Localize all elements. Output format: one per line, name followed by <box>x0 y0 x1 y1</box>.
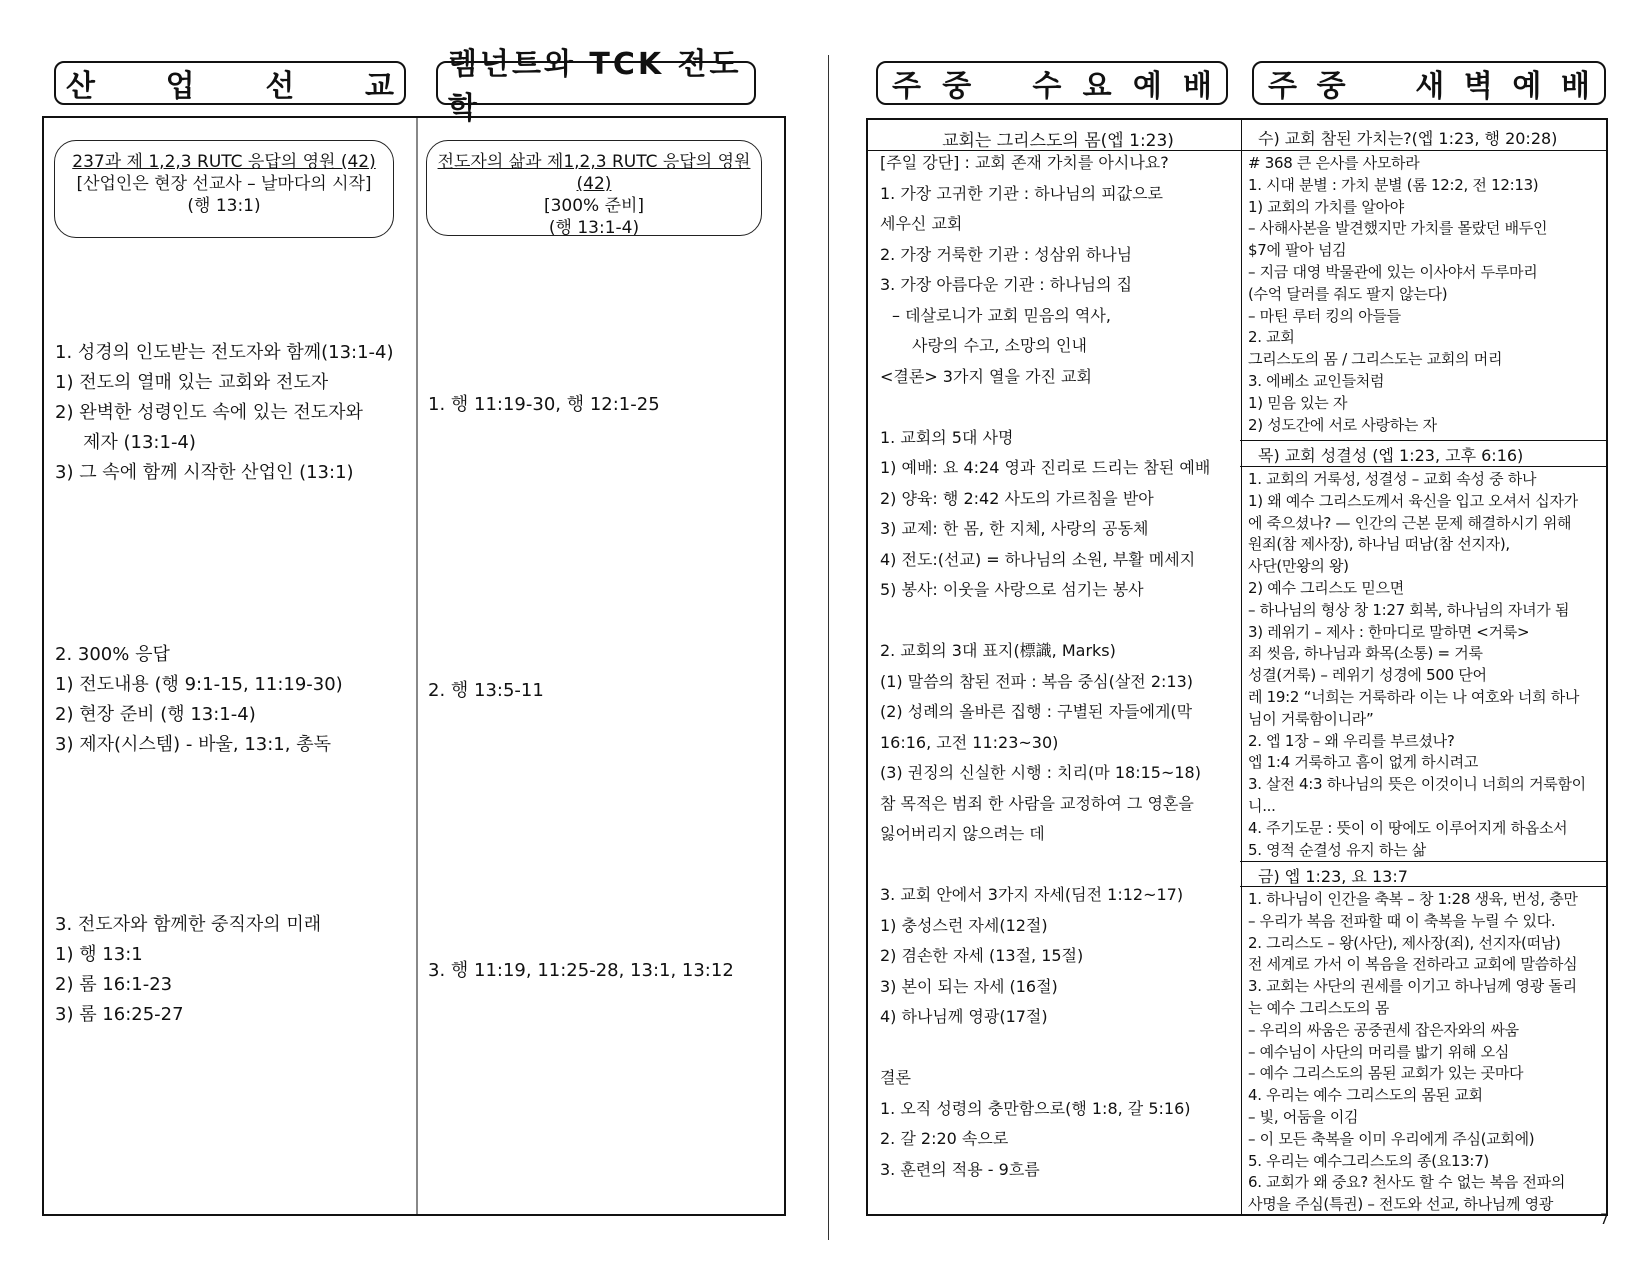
header-char: 교 <box>365 69 394 104</box>
header-char: 새 <box>1415 69 1445 104</box>
note-line: 2. 교회의 3대 표지(標識, Marks) <box>880 641 1116 660</box>
lesson-box-remnant <box>426 140 762 236</box>
note-line: 에 죽으셨나? — 인간의 근본 문제 해결하시기 위해 <box>1248 513 1572 532</box>
note-line: 엡 1:4 거룩하고 흠이 없게 하시려고 <box>1248 753 1479 772</box>
note-line: 2) 성도간에 서로 사랑하는 자 <box>1248 415 1437 434</box>
section-line: 1) 전도의 열매 있는 교회와 전도자 <box>55 372 329 393</box>
note-line: 5) 봉사: 이웃을 사랑으로 섬기는 봉사 <box>880 580 1144 599</box>
box-subtitle: [300% 준비] <box>543 196 645 216</box>
note-line: 1) 예배: 요 4:24 영과 진리로 드리는 참된 예배 <box>880 458 1211 477</box>
note-line: 사명을 주심(특권) – 전도와 선교, 하나님께 영광 <box>1248 1195 1554 1214</box>
note-line: 3) 본이 되는 자세 (16절) <box>880 976 1058 996</box>
header-char: 중 <box>942 69 972 104</box>
note-line: – 우리가 복음 전파할 때 이 축복을 누릴 수 있다. <box>1248 911 1556 930</box>
header-char: 주 <box>892 69 921 104</box>
header-wednesday-service <box>876 61 1228 105</box>
note-line: – 사해사본을 발견했지만 가치를 몰랐던 배두인 <box>1248 219 1548 238</box>
note-line: 4) 전도:(선교) = 하나님의 소원, 부활 메세지 <box>880 549 1196 569</box>
note-line: – 지금 대영 박물관에 있는 이사야서 두루마리 <box>1248 262 1538 281</box>
header-char: 요 <box>1082 69 1112 104</box>
note-line: 3. 교회는 사단의 권세를 이기고 하나님께 영광 돌리 <box>1248 977 1577 996</box>
header-char: 벽 <box>1463 69 1493 104</box>
note-line: 1. 하나님이 인간을 축복 – 창 1:28 생육, 번성, 충만 <box>1248 890 1578 908</box>
header-char: 수 <box>1032 69 1062 104</box>
header-char: 예 <box>1132 69 1162 104</box>
note-line <box>880 850 1236 881</box>
note-line: 3) 교제: 한 몸, 한 지체, 사랑의 공동체 <box>880 519 1149 538</box>
box-verse: (행 13:1) <box>187 196 261 216</box>
note-line: 1. 오직 성령의 충만함으로(행 1:8, 갈 5:16) <box>880 1098 1191 1118</box>
note-line: 2) 양육: 행 2:42 사도의 가르침을 받아 <box>880 488 1154 508</box>
box-title: 237과 제 1,2,3 RUTC 응답의 영원 (42) <box>72 152 376 172</box>
section-line: 1. 성경의 인도받는 전도자와 함께(13:1-4) <box>55 342 394 363</box>
reference-1: 1. 행 11:19-30, 행 12:1-25 <box>428 394 660 415</box>
note-line: 1. 가장 고귀한 기관 : 하나님의 피값으로 <box>880 183 1164 203</box>
box-verse: (행 13:1-4) <box>548 218 640 238</box>
note-line: 사랑의 수고, 소망의 인내 <box>912 336 1087 355</box>
note-line: 참 목적은 범죄 한 사람을 교정하여 그 영혼을 <box>880 793 1194 813</box>
sunday-sermon-notes <box>880 148 1236 1185</box>
note-line: 2. 그리스도 – 왕(사단), 제사장(죄), 선지자(떠남) <box>1248 933 1561 952</box>
section-line: 3) 그 속에 함께 시작한 산업인 (13:1) <box>55 462 354 483</box>
section-line: 2) 완벽한 성령인도 속에 있는 전도자와 <box>55 402 363 423</box>
note-line: 5. 우리는 예수그리스도의 종(요13:7) <box>1248 1151 1489 1170</box>
wed-header: 수) 교회 참된 가치는?(엡 1:23, 행 20:28) <box>1258 129 1558 148</box>
header-char: 업 <box>165 69 195 104</box>
header-char: 배 <box>1183 69 1212 104</box>
fri-header: 금) 엡 1:23, 요 13:7 <box>1258 867 1408 886</box>
note-line: 레 19:2 “너희는 거룩하라 이는 나 여호와 너희 하나 <box>1248 687 1580 706</box>
section-2 <box>55 640 343 760</box>
section-1 <box>55 338 394 488</box>
page-number: 7 <box>1600 1212 1609 1228</box>
note-line <box>880 392 1236 423</box>
note-line: – 데살로니가 교회 믿음의 역사, <box>892 305 1111 325</box>
note-line: 3. 살전 4:3 하나님의 뜻은 이것이니 너희의 거룩함이 <box>1248 775 1586 794</box>
note-line: – 마틴 루터 킹의 아들들 <box>1248 306 1401 325</box>
note-line: 3. 훈련의 적용 - 9흐름 <box>880 1159 1040 1179</box>
column-divider <box>416 118 418 1214</box>
friday-notes <box>1248 889 1604 1216</box>
section-line: 2) 현장 준비 (행 13:1-4) <box>55 704 256 725</box>
section-3 <box>55 910 321 1030</box>
thu-header: 목) 교회 성결성 (엡 1:23, 고후 6:16) <box>1258 446 1524 465</box>
note-line: 잃어버리지 않으려는 데 <box>880 824 1045 843</box>
header-text: 렘넌트와 TCK 전도학 <box>448 47 742 126</box>
note-line: 3. 가장 아름다운 기관 : 하나님의 집 <box>880 275 1133 294</box>
note-line <box>880 606 1236 637</box>
note-line: 1) 교회의 가치를 알아야 <box>1248 197 1404 216</box>
section-line: 3) 롬 16:25-27 <box>55 1004 184 1025</box>
note-line: # 368 큰 은사를 사모하라 <box>1248 154 1420 172</box>
section-line: 1) 행 13:1 <box>55 944 143 965</box>
note-line: 2. 교회 <box>1248 328 1295 347</box>
note-line: (3) 권징의 신실한 시행 : 치리(마 18:15~18) <box>880 763 1201 782</box>
section-line: 제자 (13:1-4) <box>83 432 196 453</box>
note-line: 3) 레위기 – 제사 : 한마디로 말하면 <거룩> <box>1248 622 1530 641</box>
note-line: 1. 교회의 거룩성, 성결성 – 교회 속성 중 하나 <box>1248 470 1537 488</box>
note-line: 4. 우리는 예수 그리스도의 몸된 교회 <box>1248 1086 1483 1105</box>
note-line: 사단(만왕의 왕) <box>1248 557 1349 576</box>
section-line: 2. 300% 응답 <box>55 644 170 665</box>
note-line: 1. 시대 분별 : 가치 분별 (롬 12:2, 전 12:13) <box>1248 175 1539 194</box>
note-line: 세우신 교회 <box>880 214 963 233</box>
page-divider <box>828 55 829 1240</box>
note-line <box>880 1033 1236 1064</box>
section-line: 1) 전도내용 (행 9:1-15, 11:19-30) <box>55 674 343 695</box>
note-line: – 빛, 어둠을 이김 <box>1248 1107 1359 1126</box>
note-line: 2. 갈 2:20 속으로 <box>880 1129 1009 1148</box>
note-line: 는 예수 그리스도의 몸 <box>1248 998 1390 1017</box>
note-line: – 예수 그리스도의 몸된 교회가 있는 곳마다 <box>1248 1064 1524 1083</box>
note-line: 2. 엡 1장 – 왜 우리를 부르셨나? <box>1248 731 1455 750</box>
note-line: 4. 주기도문 : 뜻이 이 땅에도 이루어지게 하옵소서 <box>1248 818 1568 837</box>
note-line: [주일 강단] : 교회 존재 가치를 아시나요? <box>880 153 1169 172</box>
box-title: 전도자의 삶과 제1,2,3 RUTC 응답의 영원 (42) <box>437 152 751 194</box>
thu-rule-top <box>1240 440 1608 441</box>
note-line: 죄 씻음, 하나님과 화목(소통) = 거룩 <box>1248 644 1483 663</box>
header-char: 선 <box>265 69 295 104</box>
header-char: 주 <box>1268 69 1297 104</box>
note-line: 원죄(참 제사장), 하나님 떠남(참 선지자), <box>1248 535 1510 554</box>
note-line: 4) 하나님께 영광(17절) <box>880 1007 1048 1026</box>
note-line: 1) 믿음 있는 자 <box>1248 393 1348 412</box>
section-line: 3. 전도자와 함께한 중직자의 미래 <box>55 914 322 935</box>
note-line: 3. 교회 안에서 3가지 자세(딤전 1:12~17) <box>880 885 1184 904</box>
note-line: – 하나님의 형상 창 1:27 회복, 하나님의 자녀가 됨 <box>1248 600 1570 619</box>
header-remnant-tck <box>436 47 756 126</box>
note-line: 1. 교회의 5대 사명 <box>880 427 1014 447</box>
column-divider <box>1241 120 1242 1214</box>
note-line: 2. 가장 거룩한 기관 : 성삼위 하나님 <box>880 244 1133 264</box>
header-char: 배 <box>1560 69 1590 104</box>
note-line: – 우리의 싸움은 공중권세 잡은자와의 싸움 <box>1248 1020 1519 1039</box>
mid-header: 교회는 그리스도의 몸(엡 1:23) <box>942 131 1174 151</box>
note-line: 결론 <box>880 1068 911 1087</box>
note-line: 전 세계로 가서 이 복음을 전하라고 교회에 말씀하심 <box>1248 955 1578 974</box>
note-line: (2) 성례의 올바른 집행 : 구별된 자들에게(막 <box>880 702 1193 721</box>
header-char: 예 <box>1512 69 1542 104</box>
note-line: 그리스도의 몸 / 그리스도는 교회의 머리 <box>1248 350 1503 369</box>
header-industrial-mission <box>54 61 406 105</box>
section-line: 2) 롬 16:1-23 <box>55 974 173 995</box>
note-line: (1) 말씀의 참된 전파 : 복음 중심(살전 2:13) <box>880 671 1193 691</box>
note-line: (수억 달러를 줘도 팔지 않는다) <box>1248 284 1448 303</box>
note-line: 1) 충성스런 자세(12절) <box>880 915 1048 935</box>
note-line: 2) 예수 그리스도 믿으면 <box>1248 578 1404 597</box>
thursday-notes <box>1248 469 1604 861</box>
reference-2: 2. 행 13:5-11 <box>428 680 544 701</box>
header-dawn-service <box>1252 61 1606 105</box>
note-line: $7에 팔아 넘김 <box>1248 241 1347 260</box>
note-line: 니... <box>1248 796 1276 815</box>
wednesday-notes <box>1248 153 1604 436</box>
note-line: 16:16, 고전 11:23~30) <box>880 732 1059 752</box>
note-line: 6. 교회가 왜 중요? 천사도 할 수 없는 복음 전파의 <box>1248 1173 1566 1192</box>
thu-rule-bottom <box>1240 466 1608 467</box>
note-line: 성결(거룩) – 레위기 성경에 500 단어 <box>1248 666 1487 685</box>
note-line: 2) 겸손한 자세 (13절, 15절) <box>880 946 1084 965</box>
lesson-box-industrial <box>54 140 394 238</box>
header-char: 산 <box>66 69 95 104</box>
section-line: 3) 제자(시스템) - 바울, 13:1, 총독 <box>55 734 331 755</box>
note-line: – 이 모든 축복을 이미 우리에게 주심(교회에) <box>1248 1129 1535 1148</box>
note-line: 1) 왜 예수 그리스도께서 육신을 입고 오셔서 십자가 <box>1248 491 1578 510</box>
header-char: 중 <box>1316 69 1346 104</box>
note-line: <결론> 3가지 열을 가진 교회 <box>880 366 1092 386</box>
note-line: 5. 영적 순결성 유지 하는 삶 <box>1248 840 1426 859</box>
note-line: 3. 에베소 교인들처럼 <box>1248 371 1385 390</box>
box-subtitle: [산업인은 현장 선교사 – 날마다의 시작] <box>76 174 372 194</box>
note-line: – 예수님이 사단의 머리를 밟기 위해 오심 <box>1248 1042 1510 1061</box>
note-line: 님이 거룩함이니라” <box>1248 709 1374 728</box>
reference-3: 3. 행 11:19, 11:25-28, 13:1, 13:12 <box>428 960 734 981</box>
